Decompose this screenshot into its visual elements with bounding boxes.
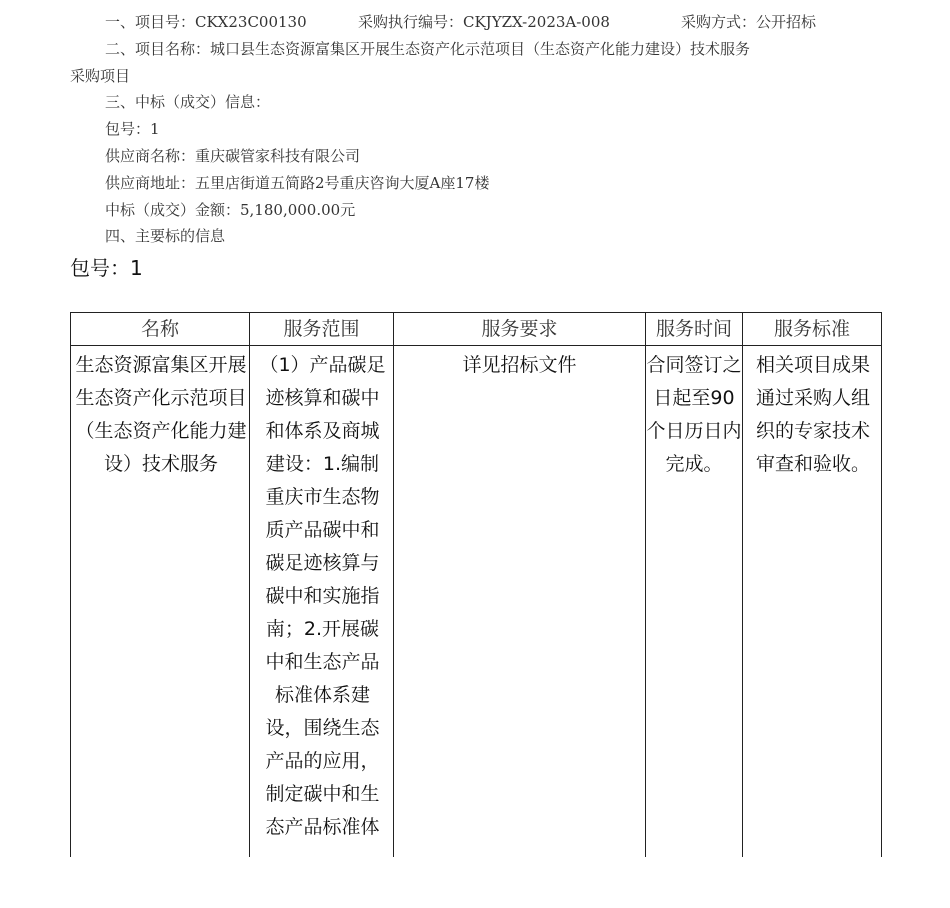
main-items-heading: 四、主要标的信息 [105,227,226,245]
project-name-continued: 采购项目 [70,67,131,85]
header-name: 名称 [71,313,250,346]
header-scope: 服务范围 [250,313,394,346]
cell-requirement: 详见招标文件 [394,346,646,858]
supplier-name: 供应商名称：重庆碳管家科技有限公司 [105,147,361,165]
execution-number: 采购执行编号：CKJYZX-2023A-008 [358,13,610,31]
procurement-method: 采购方式：公开招标 [681,13,817,31]
project-name: 二、项目名称：城口县生态资源富集区开展生态资产化示范项目（生态资产化能力建设）技术服务 [105,40,751,58]
cell-standard: 相关项目成果通过采购人组织的专家技术审查和验收。 [743,346,882,858]
items-table [70,312,882,857]
header-requirement: 服务要求 [394,313,646,346]
table-header-row [71,313,882,346]
header-standard: 服务标准 [743,313,882,346]
supplier-address: 供应商地址：五里店街道五简路2号重庆咨询大厦A座17楼 [105,174,490,192]
package-heading: 包号：1 [70,256,143,280]
cell-time: 合同签订之日起至90个日历日内完成。 [646,346,743,858]
award-info-heading: 三、中标（成交）信息： [105,93,271,111]
cell-scope: （1）产品碳足迹核算和碳中和体系及商城建设：1.编制重庆市生态物质产品碳中和碳足迹核算与碳中和实施指南；2.开展碳中和生态产品标准体系建设，围绕生态产品的应用，制定碳中和生态产品标准体 [250,346,394,858]
project-number: 一、项目号：CKX23C00130 [105,13,307,31]
bid-amount: 中标（成交）金额：5,180,000.00元 [105,201,356,219]
package-number: 包号：1 [105,120,160,138]
cell-name: 生态资源富集区开展生态资产化示范项目（生态资产化能力建设）技术服务 [71,346,250,858]
table-row [71,346,882,858]
header-time: 服务时间 [646,313,743,346]
